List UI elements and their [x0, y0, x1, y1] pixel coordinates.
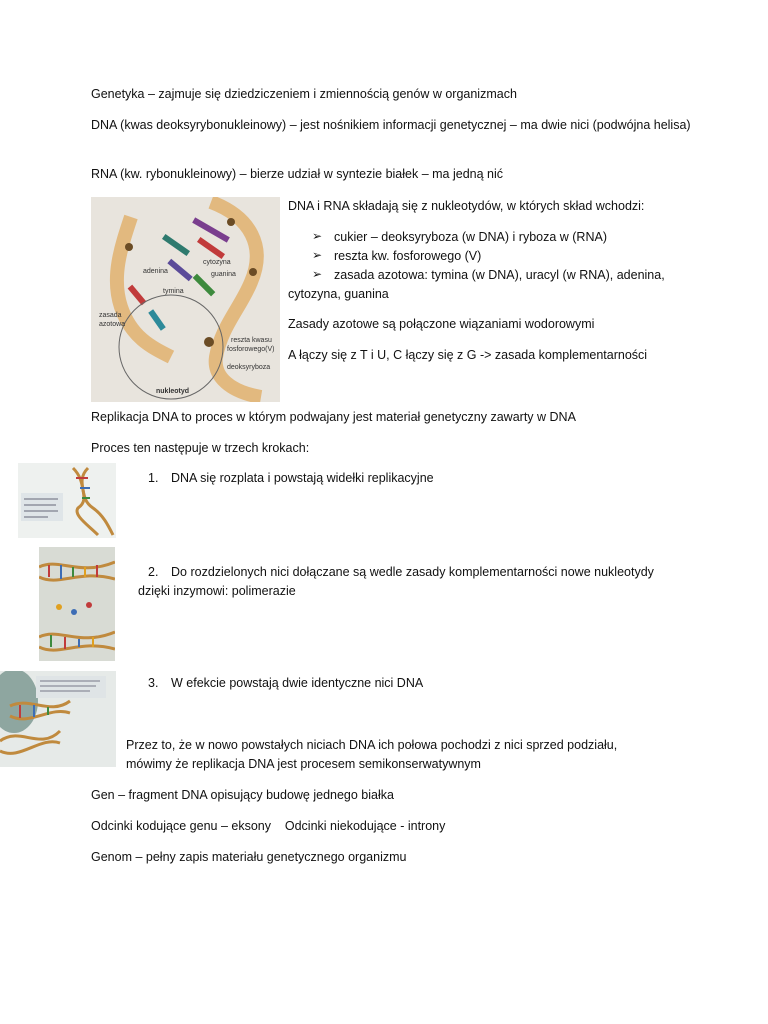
- step3-figure: [0, 671, 116, 767]
- dna-definition: DNA (kwas deoksyrybonukleinowy) – jest nośnikiem informacji genetycznej – ma dwie nici (podwójna helisa): [91, 118, 691, 132]
- label-zasada: zasada: [99, 312, 122, 319]
- label-tymina: tymina: [163, 288, 184, 295]
- step1-number: 1.: [148, 471, 159, 485]
- genom-definition: Genom – pełny zapis materiału genetycznego organizmu: [91, 850, 407, 864]
- label-azotowa: azotowa: [99, 321, 126, 328]
- arrowhead-bullet-icon: ➢: [312, 229, 323, 243]
- rna-definition: RNA (kw. rybonukleinowy) – bierze udział w syntezie białek – ma jedną nić: [91, 167, 503, 181]
- hydrogen-bonds: Zasady azotowe są połączone wiązaniami wodorowymi: [288, 317, 595, 331]
- label-deoksyryboza: deoksyryboza: [227, 364, 271, 371]
- arrowhead-bullet-icon: ➢: [312, 248, 323, 262]
- pairing-rule: A łączy się z T i U, C łączy się z G -> zasada komplementarności: [288, 348, 648, 362]
- arrowhead-bullet-icon: ➢: [312, 267, 323, 281]
- exons-introns: Odcinki kodujące genu – eksony Odcinki niekodujące - introny: [91, 819, 446, 833]
- label-reszta: reszta kwasu: [231, 337, 272, 344]
- bullet-sugar: cukier – deoksyryboza (w DNA) i ryboza w (RNA): [334, 230, 607, 244]
- semiconservative-line1: Przez to, że w nowo powstałych niciach DNA ich połowa pochodzi z nici sprzed podziału,: [126, 738, 618, 752]
- label-cytozyna: cytozyna: [203, 259, 231, 266]
- gen-definition: Gen – fragment DNA opisujący budowę jednego białka: [91, 788, 394, 802]
- step1-text: DNA się rozplata i powstają widełki replikacyjne: [171, 471, 434, 485]
- dna-structure-figure: [91, 197, 280, 402]
- step3-text: W efekcie powstają dwie identyczne nici DNA: [171, 676, 424, 690]
- nucleotides-intro: DNA i RNA składają się z nukleotydów, w których skład wchodzi:: [288, 199, 645, 213]
- label-nukleotyd: nukleotyd: [156, 388, 190, 395]
- label-fosforowego: fosforowego(V): [227, 346, 275, 353]
- step2-text-cont: dzięki inzymowi: polimerazie: [138, 584, 296, 598]
- bullet-phosphate: reszta kw. fosforowego (V): [334, 249, 482, 263]
- bullet-base: zasada azotowa: tymina (w DNA), uracyl (w RNA), adenina,: [334, 268, 665, 282]
- label-guanina: guanina: [211, 271, 236, 278]
- genetyka-definition: Genetyka – zajmuje się dziedziczeniem i zmiennością genów w organizmach: [91, 87, 517, 101]
- steps-intro: Proces ten następuje w trzech krokach:: [91, 441, 310, 455]
- semiconservative-line2: mówimy że replikacja DNA jest procesem semikonserwatywnym: [126, 757, 481, 771]
- step3-number: 3.: [148, 676, 159, 690]
- step2-figure: [39, 547, 115, 661]
- bullet-base-cont: cytozyna, guanina: [288, 287, 389, 301]
- step2-number: 2.: [148, 565, 159, 579]
- step2-text: Do rozdzielonych nici dołączane są wedle zasady komplementarności nowe nukleotydy: [171, 565, 654, 579]
- step1-figure: [18, 463, 116, 538]
- label-adenina: adenina: [143, 268, 168, 275]
- replication-definition: Replikacja DNA to proces w którym podwajany jest materiał genetyczny zawarty w DNA: [91, 410, 576, 424]
